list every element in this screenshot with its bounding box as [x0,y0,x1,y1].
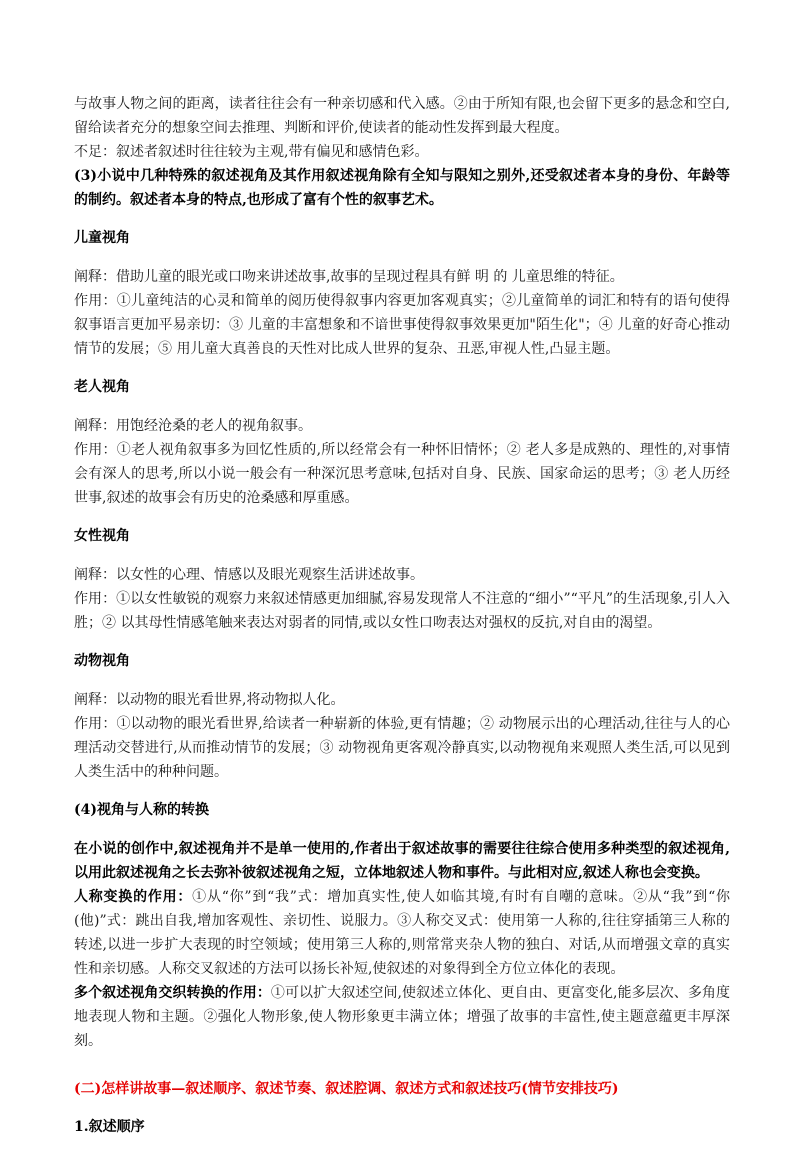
multi-perspective-paragraph [74,981,730,1053]
old-perspective-function: 作用：①老人视角叙事多为回忆性质的,所以经常会有一种怀旧情怀；② 老人多是成熟的、理性的,对事情会有深人的思考,所以小说一般会有一种深沉思考意味,包括对自身、民族、国家命运的思考；③ 老人历经世事,叙述的故事会有历史的沧桑感和厚重感。 [74,442,730,506]
female-perspective-function: 作用：①以女性敏锐的观察力来叙述情感更加细腻,容易发现常人不注意的“细小”“平凡”的生活现象,引人入胜；② 以其母性情感笔触来表达对弱者的同情,或以女性口吻表达对强权的反抗,对自由的渴望。 [74,591,730,631]
document-page [74,92,730,1154]
person-shift-paragraph [74,885,730,981]
person-shift-label: 人称变换的作用： [74,889,193,905]
female-perspective-title: 女性视角 [74,528,130,544]
animal-perspective-definition: 阐释：以动物的眼光看世界,将动物拟人化。 [74,692,345,708]
paragraph-intro-continued: 与故事人物之间的距离，读者往往会有一种亲切感和代入感。②由于所知有限,也会留下更多的悬念和空白,留给读者充分的想象空间去推理、判断和评价,使读者的能动性发挥到最大程度。 [74,96,730,136]
multi-perspective-label: 多个叙述视角交织转换的作用： [74,985,271,1001]
paragraph-shortcoming: 不足：叙述者叙述时往往较为主观,带有偏见和感情色彩。 [74,144,429,160]
female-perspective-definition: 阐释：以女性的心理、情感以及眼光观察生活讲述故事。 [74,567,424,583]
animal-perspective-function: 作用：①以动物的眼光看世界,给读者一种崭新的体验,更有情趣；② 动物展示出的心理活动,往往与人的心理活动交替进行,从而推动情节的发展；③ 动物视角更客观冷静真实,以动物视角来观照人类生活,可以见到人类生活中的种种问题。 [74,716,730,780]
child-perspective-function: 作用：①儿童纯洁的心灵和简单的阅历使得叙事内容更加客观真实；②儿童简单的词汇和特有的语句使得叙事语言更加平易亲切：③ 儿童的丰富想象和不谙世事使得叙事效果更加"陌生化"；④ 儿童的好奇心推动情节的发展；⑤ 用儿童大真善良的天性对比成人世界的复杂、丑恶,审视人性,凸显主题。 [74,293,730,357]
narrative-order-title: 1.叙述顺序 [74,1119,145,1135]
child-perspective-definition: 阐释：借助儿童的眼光或口吻来讲述故事,故事的呈现过程具有鲜 明 的 儿童思维的特征。 [74,269,624,285]
multi-perspective-text: ①可以扩大叙述空间,使叙述立体化、更自由、更富变化,能多层次、多角度地表现人物和主题。②强化人物形象,使人物形象更丰满立体；增强了故事的丰富性,使主题意蕴更丰厚深刻。 [74,985,730,1049]
old-perspective-title: 老人视角 [74,379,130,395]
section-4-title: (4)视角与人称的转换 [74,802,209,818]
old-perspective-definition: 阐释：用饱经沧桑的老人的视角叙事。 [74,418,312,434]
child-perspective-title: 儿童视角 [74,230,130,246]
person-shift-text: ①从“你”到“我”式：增加真实性,使人如临其境,有时有自嘲的意味。②从“我”到“你(他)”式：跳出自我,增加客观性、亲切性、说服力。③人称交叉式：使用第一人称的,往往穿插第三人称的转述,以进一步扩大表现的时空领域；使用第三人称的,则常常夹杂人物的独白、对话,从而增强文章的真实性和亲切感。人称交叉叙述的方法可以扬长补短,使叙述的对象得到全方位立体化的表现。 [74,889,731,977]
part-2-heading: (二)怎样讲故事—叙述顺序、叙述节奏、叙述腔调、叙述方式和叙述技巧(情节安排技巧) [74,1081,619,1097]
animal-perspective-title: 动物视角 [74,653,130,669]
section-3-heading: (3)小说中几种特殊的叙述视角及其作用叙述视角除有全知与限知之别外,还受叙述者本身的身份、年龄等的制约。叙述者本身的特点,也形成了富有个性的叙事艺术。 [74,168,730,208]
section-4-lead: 在小说的创作中,叙述视角并不是单一使用的,作者出于叙述故事的需要往往综合使用多种类型的叙述视角,以用此叙述视角之长去弥补彼叙述视角之短，立体地叙述人物和事件。与此相对应,叙述人称也会变换。 [74,841,730,881]
